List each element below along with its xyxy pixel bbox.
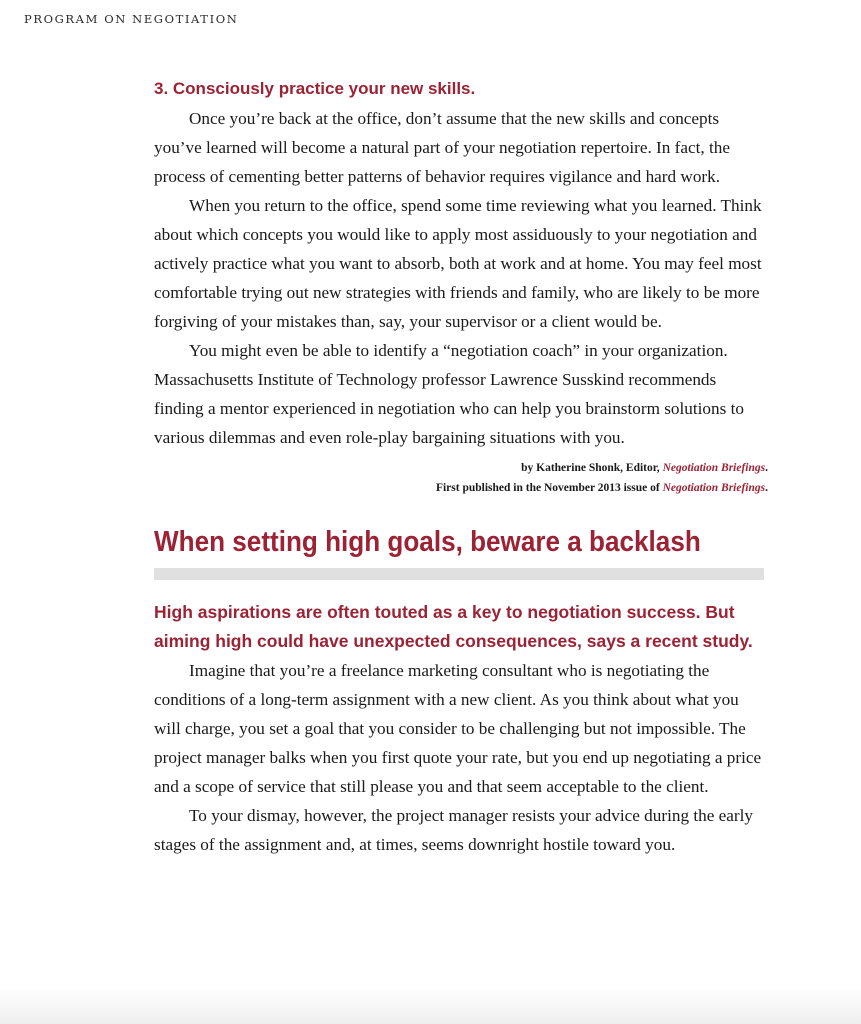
page-bottom-shade [0,988,861,1024]
author-suffix: . [765,462,768,474]
published-line [154,478,768,498]
body-paragraph: Once you’re back at the office, don’t assume that the new skills and concepts you’ve learned will become a natural part of your negotiation repertoire. In fact, the process of cementing better patterns of behavior requires vigilance and hard work. [154,109,731,186]
publication-name: Negotiation Briefings [662,462,766,474]
body-paragraph: Imagine that you’re a freelance marketing consultant who is negotiating the conditions of a long-term assignment with a new client. As you think about what you will charge, you set a goal that you consider to be challenging but not impossible. The project manager balks when you first quote your rate, but you end up negotiating a price and a scope of service that still please you and that seem acceptable to the client. [154,661,762,796]
section-heading: 3. Consciously practice your new skills. [154,79,476,98]
published-text: First published in the November 2013 issue of [435,482,663,494]
publication-name: Negotiation Briefings [662,482,766,494]
running-header: PROGRAM ON NEGOTIATION [24,12,239,26]
author-text: by Katherine Shonk, Editor, [521,462,663,474]
page-content [154,78,768,859]
title-rule [154,568,764,580]
body-paragraph: To your dismay, however, the project manager resists your advice during the early stages of the assignment and, at times, seems downright hostile toward you. [154,806,753,854]
author-line [154,458,768,478]
body-paragraph: You might even be able to identify a “negotiation coach” in your organization. Massachusetts Institute of Technology professor Lawrence Susskind recommends finding a mentor experienced in negotiation who can help you brainstorm solutions to various dilemmas and even role-play bargaining situations with you. [154,341,744,447]
article-deck: High aspirations are often touted as a key to negotiation success. But aiming high could have unexpected consequences, says a recent study. [154,602,753,651]
article-title: When setting high goals, beware a backlash [154,526,701,558]
published-suffix: . [765,482,768,494]
body-paragraph: When you return to the office, spend some time reviewing what you learned. Think about which concepts you would like to apply most assiduously to your negotiation and actively practice what you want to absorb, both at work and at home. You may feel most comfortable trying out new strategies with friends and family, who are likely to be more forgiving of your mistakes than, say, your supervisor or a client would be. [154,196,762,331]
byline [154,458,768,498]
